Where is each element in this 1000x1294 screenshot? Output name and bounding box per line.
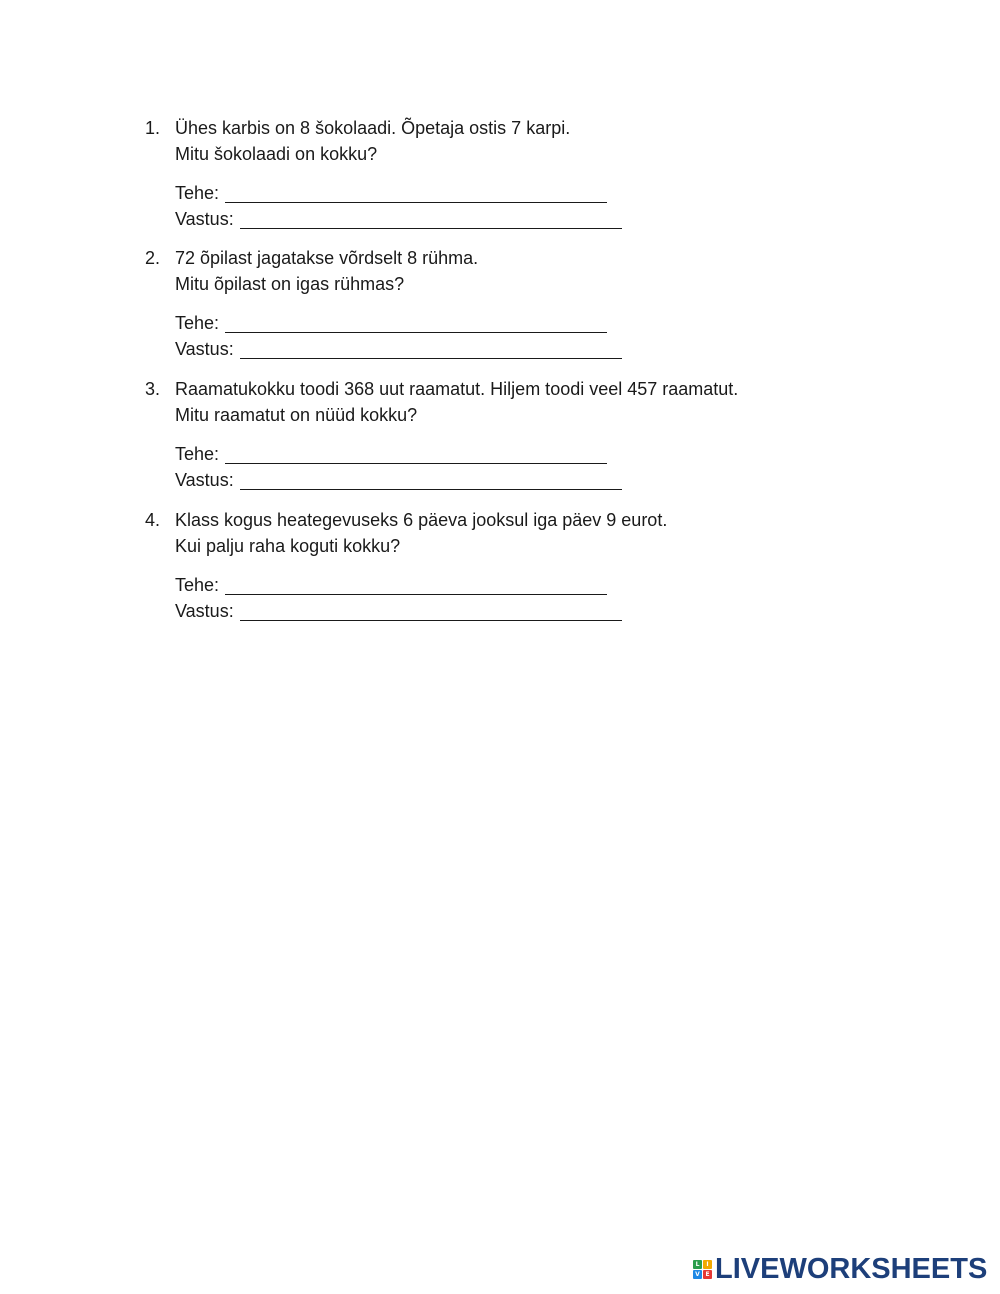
problem-question: Mitu raamatut on nüüd kokku?: [175, 405, 418, 425]
vastus-answer-line[interactable]: [240, 619, 622, 621]
logo-grid-icon: [693, 1260, 712, 1279]
logo-grid-cell: V: [693, 1270, 702, 1279]
answer-block: [175, 572, 865, 624]
tehe-label: Tehe:: [175, 313, 220, 333]
vastus-label: Vastus:: [175, 601, 234, 621]
tehe-label: Tehe:: [175, 183, 220, 203]
problem-statement: 72 õpilast jagatakse võrdselt 8 rühma.: [175, 248, 479, 268]
tehe-answer-line[interactable]: [225, 201, 607, 203]
problem-1: [145, 115, 865, 232]
answer-block: [175, 310, 865, 362]
problem-3: [145, 376, 865, 493]
tehe-answer-line[interactable]: [225, 593, 607, 595]
vastus-label: Vastus:: [175, 209, 234, 229]
answer-block: [175, 180, 865, 232]
problem-number: 3.: [145, 379, 161, 399]
tehe-row: [175, 180, 865, 206]
vastus-row: [175, 598, 865, 624]
logo-grid-cell: E: [703, 1270, 712, 1279]
vastus-row: [175, 467, 865, 493]
problem-2: [145, 245, 865, 362]
vastus-label: Vastus:: [175, 470, 234, 490]
tehe-row: [175, 441, 865, 467]
problem-question: Kui palju raha koguti kokku?: [175, 536, 401, 556]
vastus-answer-line[interactable]: [240, 227, 622, 229]
problem-question: Mitu šokolaadi on kokku?: [175, 144, 378, 164]
problem-statement: Raamatukokku toodi 368 uut raamatut. Hiljem toodi veel 457 raamatut.: [175, 379, 739, 399]
problem-text: [175, 245, 865, 297]
tehe-answer-line[interactable]: [225, 462, 607, 464]
vastus-row: [175, 206, 865, 232]
tehe-row: [175, 310, 865, 336]
vastus-answer-line[interactable]: [240, 488, 622, 490]
problem-text: [175, 376, 865, 428]
problem-number: 1.: [145, 118, 161, 138]
logo-grid-cell: I: [703, 1260, 712, 1269]
problem-text: [175, 507, 865, 559]
logo-grid-cell: L: [693, 1260, 702, 1269]
liveworksheets-logo: [693, 1254, 987, 1284]
vastus-answer-line[interactable]: [240, 357, 622, 359]
problem-number: 2.: [145, 248, 161, 268]
vastus-row: [175, 336, 865, 362]
problem-4: [145, 507, 865, 624]
logo-text: LIVEWORKSHEETS: [715, 1253, 988, 1285]
vastus-label: Vastus:: [175, 339, 234, 359]
problem-text: [175, 115, 865, 167]
problem-statement: Ühes karbis on 8 šokolaadi. Õpetaja ostis 7 karpi.: [175, 118, 571, 138]
problem-question: Mitu õpilast on igas rühmas?: [175, 274, 405, 294]
tehe-answer-line[interactable]: [225, 331, 607, 333]
tehe-label: Tehe:: [175, 444, 220, 464]
problem-number: 4.: [145, 510, 161, 530]
tehe-label: Tehe:: [175, 575, 220, 595]
tehe-row: [175, 572, 865, 598]
answer-block: [175, 441, 865, 493]
problem-statement: Klass kogus heategevuseks 6 päeva jooksul iga päev 9 eurot.: [175, 510, 668, 530]
